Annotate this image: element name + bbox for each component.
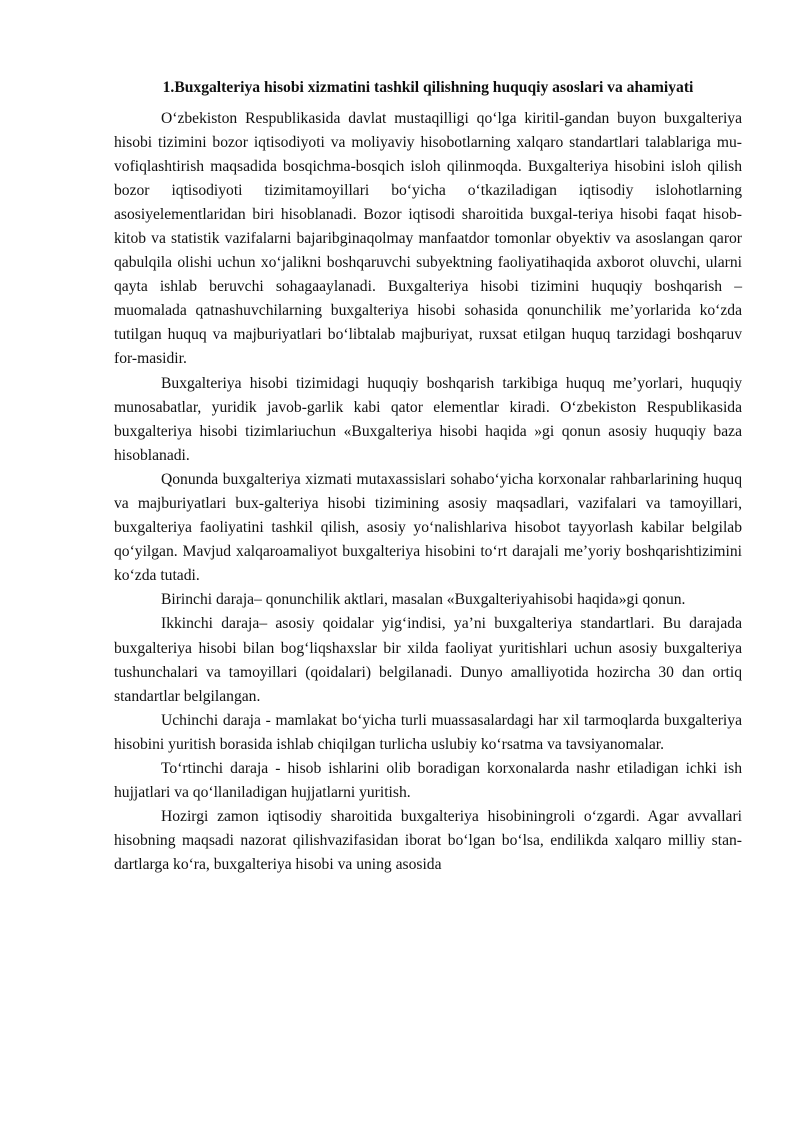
paragraph-1: O‘zbekiston Respublikasida davlat mustaqilligi qo‘lga kiritil-gandan buyon buxgalteriya hisobi tizimini bozor iqtisodiyoti va moliyaviy hisobotlarning xalqaro standartlari talablariga mu-vofiqlashtirish maqsadida bosqichma-bosqich isloh qilinmoqda. Buxgalteriya hisobini isloh qilish bozor iqtisodiyoti tizimitamoyillari bo‘yicha o‘tkaziladigan iqtisodiy islohotlarning asosiyelementlaridan biri hisoblanadi. Bozor iqtisodi sharoitida buxgal-teriya hisobi faqat hisob-kitob va statistik vazifalarni bajaribginaqolmay manfaatdor tomonlar obyektiv va asoslangan qaror qabulqila olishi uchun xo‘jalikni boshqaruvchi subyektning faoliyatihaqida axborot oluvchi, ularni qayta ishlab beruvchi sohagaaylanadi. Buxgalteriya hisobi tizimini huquqiy boshqarish – muomalada qatnashuvchilarning buxgalteriya hisobi sohasida qonunchilik me’yorlarida ko‘zda tutilgan huquq va majburiyatlari bo‘libtalab majburiyat, ruxsat etilgan huquq tarzidagi boshqaruv for-masidir.	[114, 109, 742, 368]
paragraph-4: Birinchi daraja– qonunchilik aktlari, masalan «Buxgalteriyahisobi haqida»gi qonun.	[161, 591, 686, 609]
paragraph-2: Buxgalteriya hisobi tizimidagi huquqiy boshqarish tarkibiga huquq me’yorlari, huquqiy munosabatlar, yuridik javob-garlik kabi qator elementlar kiradi. O‘zbekiston Respublikasida buxgalteriya hisobi tizimlariuchun «Buxgalteriya hisobi haqida »gi qonun asosiy huquqiy baza hisoblanadi.	[114, 374, 742, 464]
paragraph-5: Ikkinchi daraja– asosiy qoidalar yig‘indisi, ya’ni buxgalteriya standartlari. Bu darajada buxgalteriya hisobi bilan bog‘liqshaxslar bir xilda faoliyat yuritishlari uchun asosiy buxgalteriya tushunchalari va tamoyillari (qoidalari) belgilanadi. Dunyo amalliyotida hozircha 30 dan ortiq standartlar belgilangan.	[114, 615, 742, 705]
paragraph-3: Qonunda buxgalteriya xizmati mutaxassislari sohabo‘yicha korxonalar rahbarlarining huquq va majburiyatlari bux-galteriya hisobi tizimining asosiy maqsadlari, vazifalari va tamoyillari, buxgalteriya faoliyatini tashkil qilish, asosiy yo‘nalishlariva hisobot tayyorlash kabilar belgilab qo‘yilgan. Mavjud xalqaroamaliyot buxgalteriya hisobini to‘rt darajali me’yoriy boshqarishtizimini ko‘zda tutadi.	[114, 470, 742, 585]
paragraph-6: Uchinchi daraja - mamlakat bo‘yicha turli muassasalardagi har xil tarmoqlarda buxgalteriya hisobini yuritish borasida ishlab chiqilgan turlicha uslubiy ko‘rsatma va tavsiyanomalar.	[114, 711, 742, 753]
document-body	[114, 76, 742, 878]
paragraph-7: To‘rtinchi daraja - hisob ishlarini olib boradigan korxonalarda nashr etiladigan ichki ish hujjatlari va qo‘llaniladigan hujjatlarni yuritish.	[114, 760, 742, 802]
paragraph-8: Hozirgi zamon iqtisodiy sharoitida buxgalteriya hisobiningroli o‘zgardi. Agar avvallari hisobning maqsadi nazorat qilishvazifasidan iborat bo‘lgan bo‘lsa, endilikda xalqaro milliy stan-dartlarga ko‘ra, buxgalteriya hisobi va uning asosida	[114, 808, 742, 874]
document-title: 1.Buxgalteriya hisobi xizmatini tashkil qilishning huquqiy asoslari va ahamiyati	[162, 79, 694, 96]
